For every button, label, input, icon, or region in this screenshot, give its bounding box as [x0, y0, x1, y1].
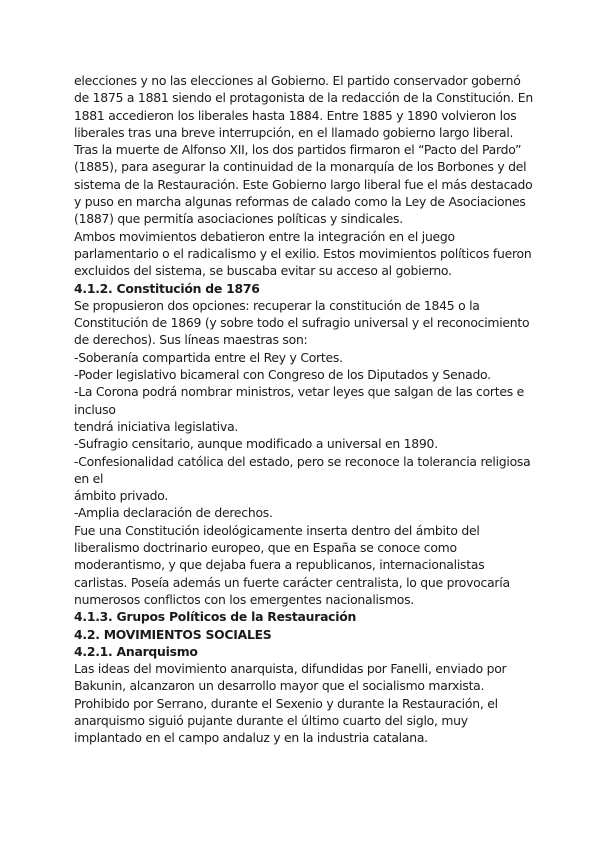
text-line: tendrá iniciativa legislativa.	[74, 418, 239, 434]
text-line: liberalismo doctrinario europeo, que en España se conoce como	[74, 540, 457, 556]
text-line: ámbito privado.	[74, 488, 169, 504]
document-body	[74, 72, 534, 747]
text-line: Fue una Constitución ideológicamente inserta dentro del ámbito del	[74, 522, 480, 538]
section-heading: 4.1.3. Grupos Políticos de la Restauración	[74, 609, 357, 625]
text-line: anarquismo siguió pujante durante el último cuarto del siglo, muy	[74, 712, 468, 728]
text-line: sistema de la Restauración. Este Gobierno largo liberal fue el más destacado	[74, 176, 533, 192]
text-line: moderantismo, y que dejaba fuera a republicanos, internacionalistas	[74, 557, 485, 573]
text-line: -Sufragio censitario, aunque modificado a universal en 1890.	[74, 436, 438, 452]
text-line: Tras la muerte de Alfonso XII, los dos partidos firmaron el “Pacto del Pardo”	[74, 142, 522, 158]
section-heading: 4.1.2. Constitución de 1876	[74, 280, 260, 296]
text-line: -La Corona podrá nombrar ministros, vetar leyes que salgan de las cortes e	[74, 384, 525, 400]
text-line: liberales tras una breve interrupción, en el llamado gobierno largo liberal.	[74, 124, 514, 140]
text-line: carlistas. Poseía además un fuerte carácter centralista, lo que provocaría	[74, 574, 510, 590]
text-line: -Poder legislativo bicameral con Congreso de los Diputados y Senado.	[74, 367, 491, 383]
text-line: Constitución de 1869 (y sobre todo el sufragio universal y el reconocimiento	[74, 315, 530, 331]
text-line: en el	[74, 470, 104, 486]
text-line: Ambos movimientos debatieron entre la integración en el juego	[74, 228, 455, 244]
text-line: excluidos del sistema, se buscaba evitar su acceso al gobierno.	[74, 263, 452, 279]
text-line: (1887) que permitía asociaciones políticas y sindicales.	[74, 211, 403, 227]
text-line: numerosos conflictos con los emergentes nacionalismos.	[74, 591, 414, 607]
text-line: Las ideas del movimiento anarquista, difundidas por Fanelli, enviado por	[74, 661, 507, 677]
text-line: 1881 accedieron los liberales hasta 1884. Entre 1885 y 1890 volvieron los	[74, 107, 517, 123]
text-line: Prohibido por Serrano, durante el Sexenio y durante la Restauración, el	[74, 695, 498, 711]
text-line: (1885), para asegurar la continuidad de la monarquía de los Borbones y del	[74, 159, 527, 175]
text-line: de derechos). Sus líneas maestras son:	[74, 332, 308, 348]
section-heading: 4.2.1. Anarquismo	[74, 643, 198, 659]
text-line: -Amplia declaración de derechos.	[74, 505, 273, 521]
text-line: y puso en marcha algunas reformas de calado como la Ley de Asociaciones	[74, 194, 526, 210]
text-line: elecciones y no las elecciones al Gobierno. El partido conservador gobernó	[74, 73, 521, 88]
text-line: Se propusieron dos opciones: recuperar la constitución de 1845 o la	[74, 297, 480, 313]
text-line: implantado en el campo andaluz y en la industria catalana.	[74, 730, 428, 746]
text-line: Bakunin, alcanzaron un desarrollo mayor que el socialismo marxista.	[74, 678, 485, 694]
text-line: de 1875 a 1881 siendo el protagonista de la redacción de la Constitución. En	[74, 90, 533, 106]
section-heading: 4.2. MOVIMIENTOS SOCIALES	[74, 626, 272, 642]
text-line: -Confesionalidad católica del estado, pero se reconoce la tolerancia religiosa	[74, 453, 531, 469]
text-line: incluso	[74, 401, 116, 417]
text-line: parlamentario o el radicalismo y el exilio. Estos movimientos políticos fueron	[74, 245, 532, 261]
text-line: -Soberanía compartida entre el Rey y Cortes.	[74, 349, 343, 365]
